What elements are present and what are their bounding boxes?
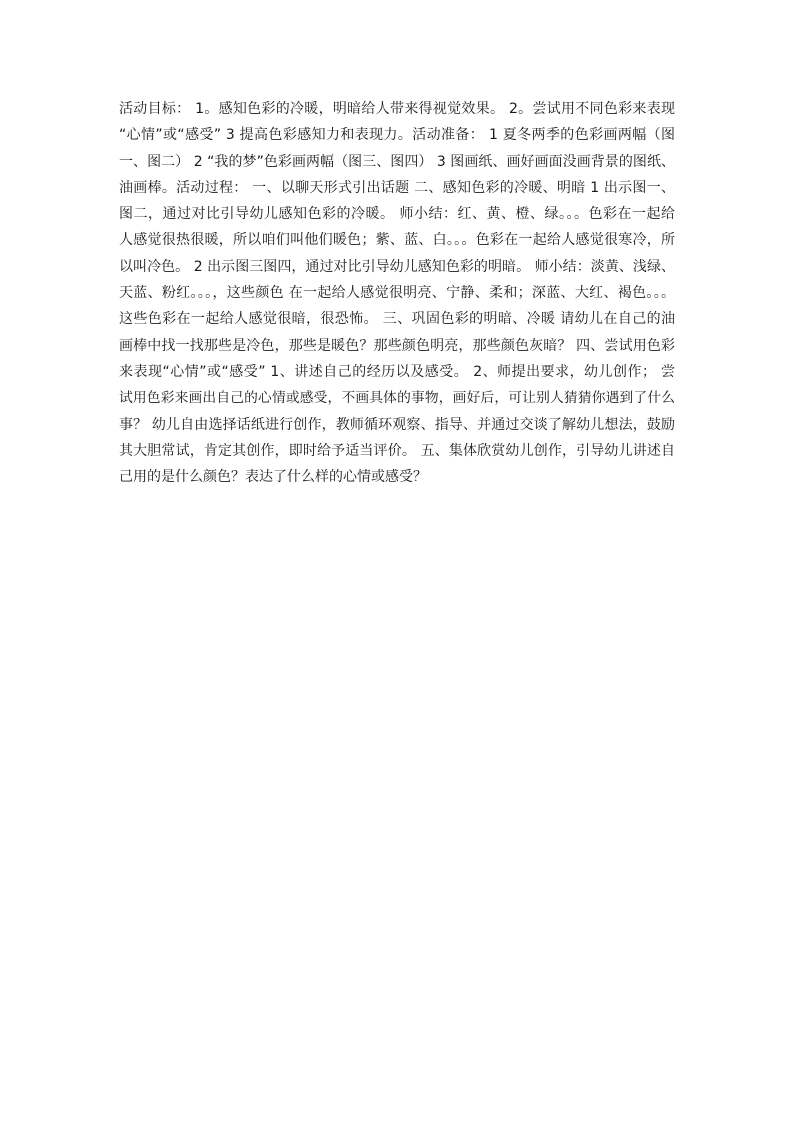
text-line: 试用色彩来画出自己的心情或感受，不画具体的事物，画好后，可让别人猜猜你遇到了什么 (119, 390, 675, 407)
document-body (119, 96, 675, 490)
text-line: 其大胆常试，肯定其创作，即时给予适当评价。 五、集体欣赏幼儿创作，引导幼儿讲述自 (119, 442, 675, 459)
text-line: 油画棒。活动过程： 一、以聊天形式引出话题 二、感知色彩的冷暖、明暗 1 出示图一、 (119, 179, 675, 196)
text-line: 以叫冷色。 2 出示图三图四，通过对比引导幼儿感知色彩的明暗。 师小结：淡黄、浅绿、 (119, 258, 675, 275)
text-line: 一、图二） 2 “我的梦”色彩画两幅（图三、图四） 3 图画纸、画好画面没画背景的图纸、 (119, 153, 675, 170)
text-line: 活动目标： 1。感知色彩的冷暖，明暗给人带来得视觉效果。 2。尝试用不同色彩来表现 (119, 101, 675, 117)
text-line: “心情”或“感受” 3 提高色彩感知力和表现力。活动准备： 1 夏冬两季的色彩画两幅（图 (119, 127, 675, 144)
text-line: 画棒中找一找那些是冷色，那些是暖色？那些颜色明亮，那些颜色灰暗？ 四、尝试用色彩 (119, 337, 675, 354)
text-line: 图二，通过对比引导幼儿感知色彩的冷暖。 师小结：红、黄、橙、绿。。。色彩在一起给 (119, 206, 675, 223)
text-line: 人感觉很热很暖，所以咱们叫他们暖色；紫、蓝、白。。。色彩在一起给人感觉很寒冷，所 (119, 232, 675, 249)
text-line: 这些色彩在一起给人感觉很暗，很恐怖。 三、巩固色彩的明暗、冷暖 请幼儿在自己的油 (119, 311, 675, 328)
text-line: 己用的是什么颜色？表达了什么样的心情或感受？ (119, 469, 427, 486)
text-line: 事？ 幼儿自由选择话纸进行创作，教师循环观察、指导、并通过交谈了解幼儿想法，鼓励 (119, 416, 675, 433)
text-line: 天蓝、粉红。。。，这些颜色 在一起给人感觉很明亮、宁静、柔和；深蓝、大红、褐色。。。 (119, 285, 675, 302)
text-line: 来表现“心情”或“感受” 1、讲述自己的经历以及感受。 2、师提出要求，幼儿创作； 尝 (119, 363, 675, 380)
